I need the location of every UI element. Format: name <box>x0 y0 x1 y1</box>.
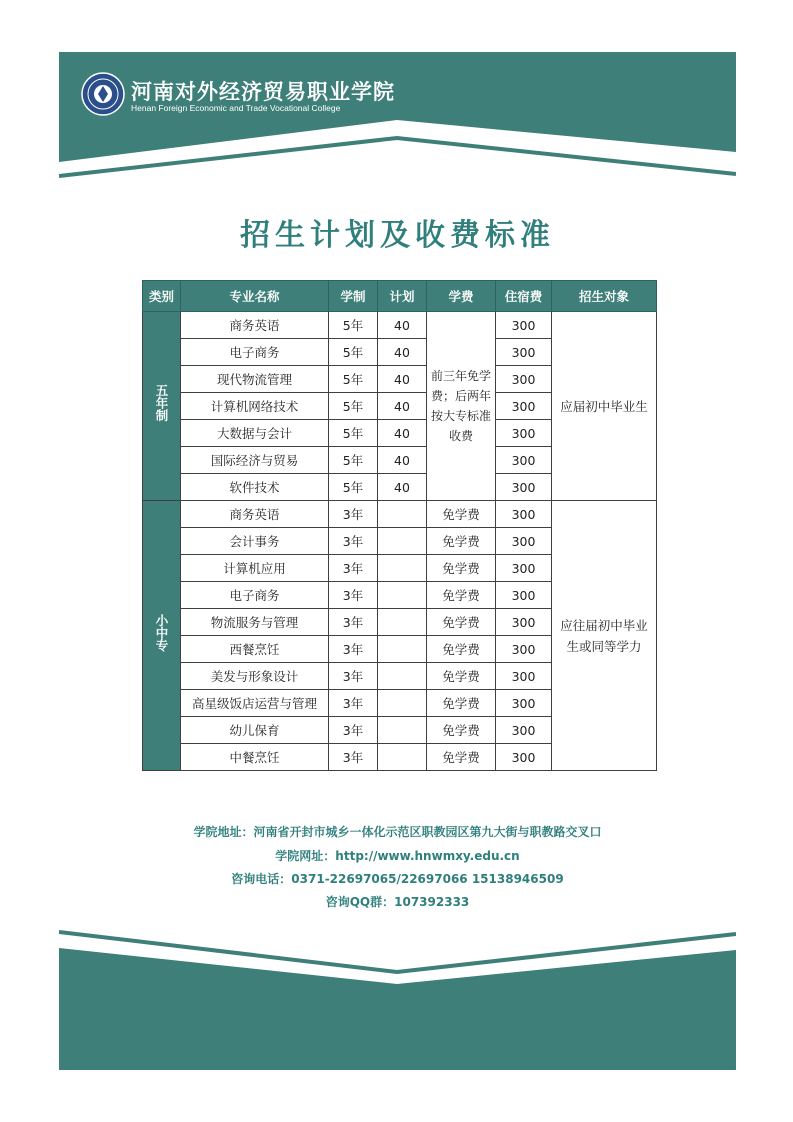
tuition-cell: 免学费 <box>427 555 496 582</box>
enrollment-table <box>142 280 657 771</box>
major-cell: 计算机网络技术 <box>181 393 329 420</box>
plan-cell: 40 <box>378 312 427 339</box>
major-cell: 高星级饭店运营与管理 <box>181 690 329 717</box>
lodging-cell: 300 <box>496 393 552 420</box>
target-text: 应往届初中毕业生或同等学力 <box>560 617 648 654</box>
col-header: 类别 <box>143 281 181 312</box>
lodging-cell: 300 <box>496 420 552 447</box>
lodging-cell: 300 <box>496 609 552 636</box>
footer-qq: 咨询QQ群：107392333 <box>325 895 470 909</box>
plan-cell: 40 <box>378 366 427 393</box>
tuition-cell: 免学费 <box>427 717 496 744</box>
school-name-en: Henan Foreign Economic and Trade Vocational College <box>131 103 341 113</box>
plan-cell: 40 <box>378 474 427 501</box>
lodging-cell: 300 <box>496 474 552 501</box>
page-title: 招生计划及收费标准 <box>240 218 555 253</box>
col-header: 学费 <box>427 281 496 312</box>
plan-cell <box>378 555 427 582</box>
lodging-cell: 300 <box>496 717 552 744</box>
school-emblem-icon <box>81 72 125 116</box>
lodging-cell: 300 <box>496 744 552 771</box>
tuition-note: 前三年免学费；后两年按大专标准收费 <box>430 369 491 443</box>
major-cell: 美发与形象设计 <box>181 663 329 690</box>
col-header: 专业名称 <box>181 281 329 312</box>
lodging-cell: 300 <box>496 582 552 609</box>
years-cell: 5年 <box>329 420 378 447</box>
table-row <box>143 501 657 528</box>
years-cell: 5年 <box>329 393 378 420</box>
footer-address: 学院地址：河南省开封市城乡一体化示范区职教园区第九大街与职教路交叉口 <box>193 825 602 839</box>
plan-cell <box>378 636 427 663</box>
plan-cell <box>378 582 427 609</box>
bottom-banner <box>59 930 736 1070</box>
plan-cell <box>378 609 427 636</box>
plan-cell: 40 <box>378 420 427 447</box>
years-cell: 5年 <box>329 366 378 393</box>
years-cell: 3年 <box>329 717 378 744</box>
years-cell: 3年 <box>329 528 378 555</box>
major-cell: 软件技术 <box>181 474 329 501</box>
lodging-cell: 300 <box>496 501 552 528</box>
tuition-cell: 免学费 <box>427 528 496 555</box>
lodging-cell: 300 <box>496 555 552 582</box>
plan-cell: 40 <box>378 339 427 366</box>
footer-phone: 咨询电话：0371-22697065/22697066 15138946509 <box>231 872 564 886</box>
target-cell <box>552 501 657 771</box>
category-label: 五年制 <box>154 384 169 422</box>
tuition-cell: 免学费 <box>427 636 496 663</box>
years-cell: 5年 <box>329 474 378 501</box>
lodging-cell: 300 <box>496 690 552 717</box>
major-cell: 会计事务 <box>181 528 329 555</box>
brochure-page <box>59 52 736 1070</box>
years-cell: 3年 <box>329 636 378 663</box>
lodging-cell: 300 <box>496 366 552 393</box>
major-cell: 物流服务与管理 <box>181 609 329 636</box>
lodging-cell: 300 <box>496 663 552 690</box>
lodging-cell: 300 <box>496 528 552 555</box>
major-cell: 计算机应用 <box>181 555 329 582</box>
years-cell: 3年 <box>329 744 378 771</box>
major-cell: 现代物流管理 <box>181 366 329 393</box>
major-cell: 中餐烹饪 <box>181 744 329 771</box>
tuition-cell: 免学费 <box>427 501 496 528</box>
tuition-note-cell <box>427 312 496 501</box>
lodging-cell: 300 <box>496 636 552 663</box>
years-cell: 3年 <box>329 609 378 636</box>
major-cell: 商务英语 <box>181 312 329 339</box>
tuition-cell: 免学费 <box>427 690 496 717</box>
major-cell: 商务英语 <box>181 501 329 528</box>
tuition-cell: 免学费 <box>427 744 496 771</box>
plan-cell <box>378 663 427 690</box>
plan-cell <box>378 744 427 771</box>
years-cell: 5年 <box>329 339 378 366</box>
col-header: 学制 <box>329 281 378 312</box>
table-row <box>143 312 657 339</box>
lodging-cell: 300 <box>496 339 552 366</box>
major-cell: 电子商务 <box>181 582 329 609</box>
footer-website[interactable]: 学院网址：http://www.hnwmxy.edu.cn <box>275 849 520 863</box>
major-cell: 电子商务 <box>181 339 329 366</box>
plan-cell <box>378 717 427 744</box>
category-cell <box>143 312 181 501</box>
plan-cell <box>378 690 427 717</box>
years-cell: 3年 <box>329 582 378 609</box>
major-cell: 幼儿保育 <box>181 717 329 744</box>
years-cell: 5年 <box>329 312 378 339</box>
plan-cell: 40 <box>378 393 427 420</box>
top-banner <box>59 52 736 187</box>
category-label: 小中专 <box>154 613 169 652</box>
years-cell: 3年 <box>329 501 378 528</box>
target-cell: 应届初中毕业生 <box>552 312 657 501</box>
school-name-cn: 河南对外经济贸易职业学院 <box>131 79 395 104</box>
major-cell: 大数据与会计 <box>181 420 329 447</box>
col-header: 住宿费 <box>496 281 552 312</box>
category-cell <box>143 501 181 771</box>
col-header: 招生对象 <box>552 281 657 312</box>
tuition-cell: 免学费 <box>427 609 496 636</box>
plan-cell <box>378 528 427 555</box>
years-cell: 3年 <box>329 690 378 717</box>
years-cell: 3年 <box>329 663 378 690</box>
table-header-row <box>143 281 657 312</box>
years-cell: 3年 <box>329 555 378 582</box>
years-cell: 5年 <box>329 447 378 474</box>
lodging-cell: 300 <box>496 312 552 339</box>
major-cell: 国际经济与贸易 <box>181 447 329 474</box>
plan-cell: 40 <box>378 447 427 474</box>
col-header: 计划 <box>378 281 427 312</box>
plan-cell <box>378 501 427 528</box>
lodging-cell: 300 <box>496 447 552 474</box>
tuition-cell: 免学费 <box>427 582 496 609</box>
tuition-cell: 免学费 <box>427 663 496 690</box>
major-cell: 西餐烹饪 <box>181 636 329 663</box>
